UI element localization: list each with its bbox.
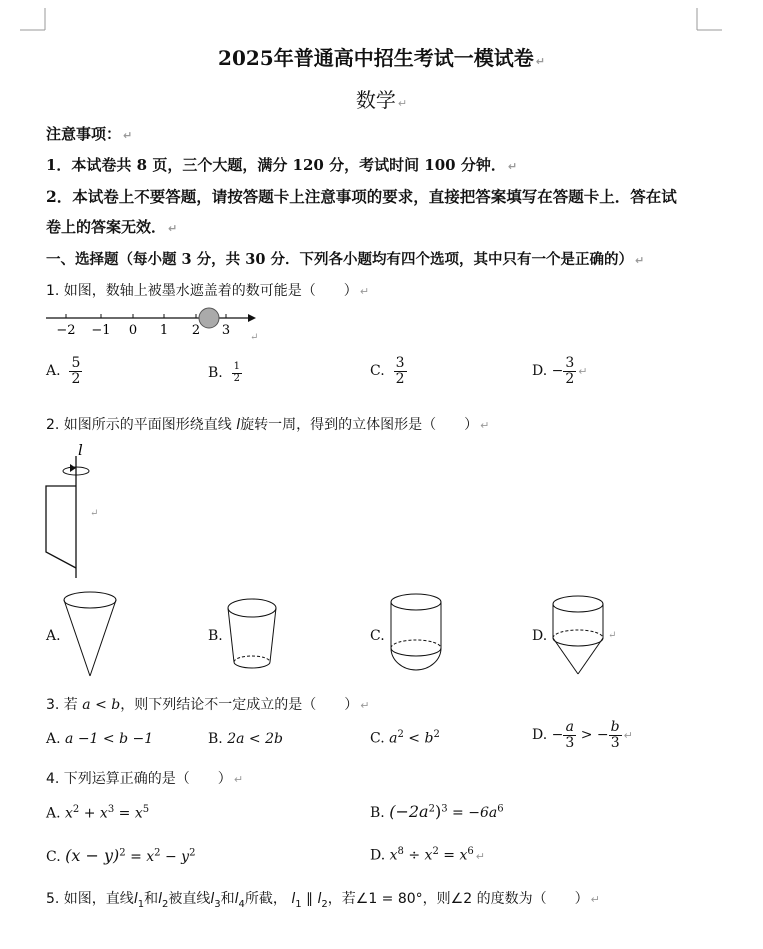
- q2-stem: 2. 如图所示的平面图形绕直线 l旋转一周，得到的立体图形是（ ） ↵: [46, 417, 490, 433]
- q2-plane-figure: [40, 440, 110, 582]
- tick-label: −1: [91, 323, 111, 338]
- q1-option-d[interactable]: D. − $\frac{3}{2}$ ↵: [532, 355, 588, 387]
- corner-mark-top-left: [20, 8, 50, 32]
- tick-label: 2: [191, 323, 201, 338]
- q2-option-a-cone[interactable]: [60, 588, 130, 680]
- q2-option-b-label[interactable]: B.: [208, 628, 223, 644]
- tick-label: 0: [128, 323, 138, 338]
- notice-heading: 注意事项： ↵: [46, 125, 133, 143]
- q2-option-b-frustum[interactable]: [224, 594, 284, 674]
- section-1-heading: 一、选择题（每小题 3 分，共 30 分．下列各小题均有四个选项，其中只有一个是正确的） ↵: [46, 251, 645, 268]
- q4-option-d[interactable]: D. $x^8 \div x^2 = x^6$ ↵: [370, 846, 485, 864]
- q2-option-a-label[interactable]: A.: [46, 628, 61, 644]
- notice-item-2: 2．本试卷上不要答题，请按答题卡上注意事项的要求，直接把答案填写在答题卡上．答在试: [46, 187, 677, 206]
- q3-option-c[interactable]: C. $a^2 < b^2$: [370, 729, 440, 747]
- q4-option-c[interactable]: C. $(x - y)^2 = x^2 - y^2$: [46, 846, 196, 865]
- return-mark: ↵: [90, 508, 99, 519]
- tick-label: 1: [159, 323, 169, 338]
- q1-stem: 1. 如图，数轴上被墨水遮盖着的数可能是（ ） ↵: [46, 283, 370, 299]
- q3-option-a[interactable]: A. a −1 < b −1: [46, 731, 154, 747]
- q4-stem: 4. 下列运算正确的是（ ） ↵: [46, 771, 244, 787]
- notice-item-1: 1．本试卷共 8 页，三个大题，满分 120 分，考试时间 100 分钟． ↵: [46, 156, 518, 174]
- q3-stem: 3. 若 a < b，则下列结论不一定成立的是（ ） ↵: [46, 697, 370, 713]
- q5-stem: 5. 如图，直线$l_1$和$l_2$被直线$l_3$和$l_4$所截， $l_1$ ∥ $l_2$，若∠1 = 80°，则∠2 的度数为（ ） ↵: [46, 891, 600, 910]
- q1-number-line: [44, 302, 264, 344]
- q1-option-c[interactable]: C. $\frac{3}{2}$: [370, 355, 405, 387]
- notice-item-2-cont: 卷上的答案无效． ↵: [46, 218, 178, 236]
- q2-option-d-cylinder-cone[interactable]: [548, 592, 624, 680]
- q3-option-b[interactable]: B. 2a < 2b: [208, 731, 283, 747]
- return-mark: ↵: [608, 630, 617, 641]
- ink-blot: [199, 308, 219, 328]
- corner-mark-top-right: [692, 8, 722, 32]
- exam-subject: 数学 ↵: [355, 88, 408, 112]
- tick-label: 3: [221, 323, 231, 338]
- axis-label-l: l: [78, 441, 83, 459]
- q2-option-d-label[interactable]: D.: [532, 628, 548, 644]
- q4-option-a[interactable]: A. $x^2 + x^3 = x^5$: [46, 804, 150, 822]
- q2-option-c-cylinder-hemisphere[interactable]: [386, 590, 450, 680]
- q1-option-a[interactable]: A. $\frac{5}{2}$: [46, 355, 81, 387]
- q3-option-d[interactable]: D. − $\frac{a}{3}$ > − $\frac{b}{3}$ ↵: [532, 719, 633, 751]
- q2-option-c-label[interactable]: C.: [370, 628, 385, 644]
- tick-label: −2: [56, 323, 76, 338]
- return-mark: ↵: [250, 332, 259, 343]
- q1-option-b[interactable]: B. $\frac{1}{2}$: [208, 361, 241, 384]
- q4-option-b[interactable]: B. $(-2a^2)^3 = -6a^6$: [370, 802, 504, 821]
- exam-title: 2025年普通高中招生考试一模试卷 ↵: [218, 46, 545, 70]
